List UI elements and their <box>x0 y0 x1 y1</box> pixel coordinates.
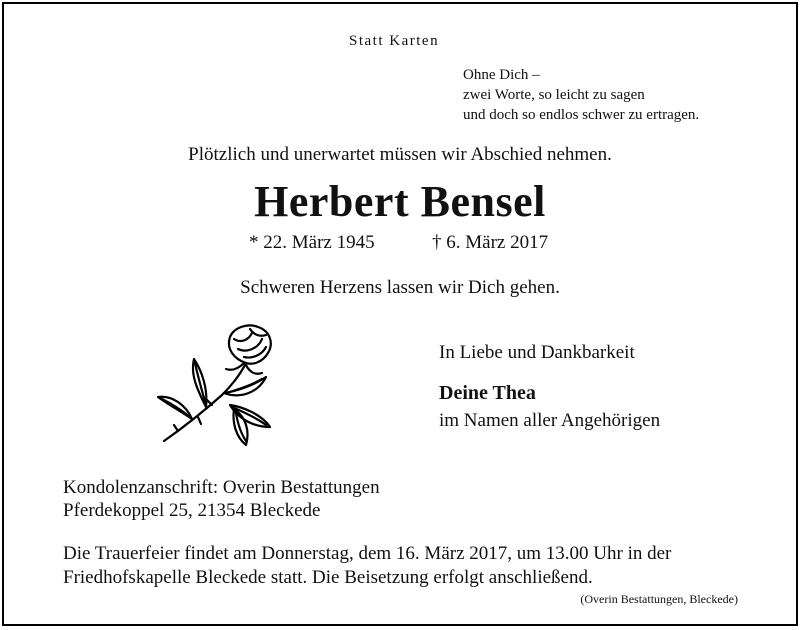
condolence-line: Pferdekoppel 25, 21354 Bleckede <box>63 500 321 521</box>
poem-line: und doch so endlos schwer zu ertragen. <box>463 107 700 123</box>
birth-date: * 22. März 1945 <box>249 232 375 253</box>
poem-line: zwei Worte, so leicht zu sagen <box>463 87 645 103</box>
ceremony-line: Friedhofskapelle Bleckede statt. Die Beisetzung erfolgt anschließend. <box>63 567 593 588</box>
gratitude-text: In Liebe und Dankbarkeit <box>439 342 635 363</box>
rose-icon <box>154 319 284 449</box>
signature-name: Deine Thea <box>439 382 536 404</box>
obituary-notice <box>2 2 798 626</box>
condolence-address <box>63 476 380 522</box>
publisher-credit: (Overin Bestattungen, Bleckede) <box>580 592 738 606</box>
poem-line: Ohne Dich – <box>463 67 540 83</box>
deceased-name: Herbert Bensel <box>254 177 546 226</box>
ceremony-line: Die Trauerfeier findet am Donnerstag, dem 16. März 2017, um 13.00 Uhr in der <box>63 543 672 564</box>
intro-text: Plötzlich und unerwartet müssen wir Abschied nehmen. <box>188 144 612 165</box>
poem <box>463 65 699 125</box>
farewell-text: Schweren Herzens lassen wir Dich gehen. <box>240 277 560 298</box>
death-date: † 6. März 2017 <box>432 232 549 253</box>
header-label: Statt Karten <box>349 33 440 49</box>
condolence-line: Kondolenzanschrift: Overin Bestattungen <box>63 477 380 498</box>
ceremony-info <box>63 542 671 590</box>
on-behalf-text: im Namen aller Angehörigen <box>439 410 661 431</box>
